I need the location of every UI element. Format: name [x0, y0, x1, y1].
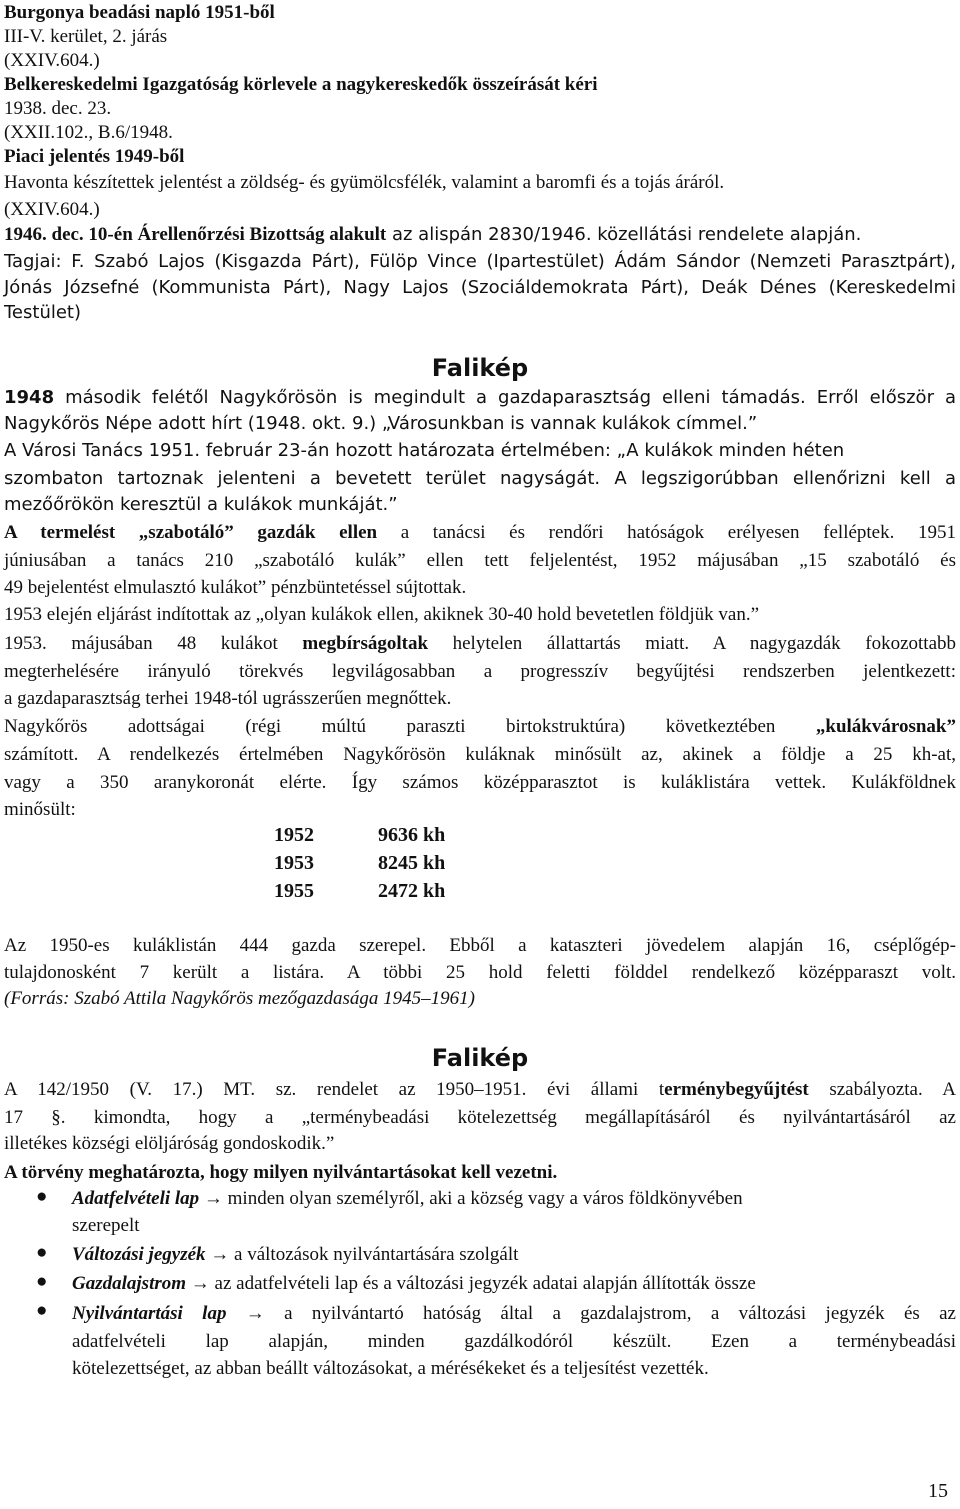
list-item — [72, 1271, 756, 1297]
s2-p1-text2: szabályozta. A — [808, 1079, 956, 1100]
bullet-dot: ● — [36, 1242, 48, 1263]
arrow-icon: → — [203, 1188, 223, 1209]
table-row — [274, 852, 445, 880]
s1-p1-line2: Nagykőrös Népe adott hírt (1948. okt. 9.) „Városunkban is vannak kulákok címmel.” — [4, 413, 758, 434]
committee-basis: az alispán 2830/1946. közellátási rendelete alapján. — [386, 224, 862, 245]
s1-p7-line2: tulajdonosként 7 került a listára. A többi 25 hold feletti földdel rendelkező középparaszt volt. — [4, 962, 956, 983]
table-row — [274, 880, 445, 908]
list-item — [72, 1300, 956, 1327]
s1-p5-line1 — [4, 630, 956, 657]
table-year: 1952 — [274, 824, 314, 846]
list-text: minden olyan személyről, aki a község vagy a város földkönyvében — [222, 1188, 743, 1209]
bullet-dot: ● — [36, 1271, 48, 1292]
s1-p6-text: Nagykőrös adottságai (régi múltú paraszti birtokstruktúra) következtében — [4, 716, 816, 737]
s2-p1-line2: 17 §. kimondta, hogy a „terménybeadási kötelezettség megállapításáról és nyilvántartásáról az — [4, 1107, 956, 1128]
list-item-cont: adatfelvételi lap alapján, minden gazdálkodóról készült. Ezen a terménybeadási — [72, 1331, 956, 1352]
members-line-2: Jónás Józsefné (Kommunista Párt), Nagy Lajos (Szociáldemokrata Párt), Deák Dénes (Kereskedelmi — [4, 277, 956, 298]
s1-p6-line3: vagy a 350 aranykoronát elérte. Így számos középparasztot is kuláklistára vettek. Kulákföldnek — [4, 772, 956, 793]
header-line-2: III-V. kerület, 2. járás — [4, 26, 168, 47]
list-item — [72, 1186, 743, 1212]
s2-p2: A törvény meghatározta, hogy milyen nyilvántartásokat kell vezetni. — [4, 1162, 558, 1183]
s1-p3-line2: júniusában a tanács 210 „szabotáló kulák” ellen tett feljelentést, 1952 májusában „15 szabotáló és — [4, 550, 956, 571]
list-item — [72, 1242, 518, 1268]
table-value: 9636 kh — [378, 824, 446, 846]
s1-p5-bold: megbírságoltak — [302, 633, 429, 654]
list-term: Nyilvántartási lap — [72, 1303, 227, 1324]
s1-p6-line1 — [4, 713, 956, 740]
s1-p6-line4: minősült: — [4, 799, 76, 820]
s1-p2-line3: mezőőrökön keresztül a kulákok munkáját.” — [4, 494, 398, 515]
list-term: Gazdalajstrom — [72, 1273, 187, 1294]
members-line-1: Tagjai: F. Szabó Lajos (Kisgazda Párt), Fülöp Vince (Ipartestület) Ádám Sándor (Nemzeti Parasztpárt), — [4, 251, 956, 272]
arrow-icon: → — [190, 1273, 210, 1294]
section-title-2: Falikép — [431, 1044, 529, 1072]
s1-p5-line3: a gazdaparasztság terhei 1948-tól ugrásszerűen megnőttek. — [4, 688, 452, 709]
s1-p3-bold: A termelést „szabotáló” gazdák ellen — [4, 522, 378, 543]
list-text: a változások nyilvántartására szolgált — [229, 1244, 519, 1265]
list-term: Változási jegyzék — [72, 1244, 206, 1265]
s1-p6-bold: „kulákvárosnak” — [815, 716, 956, 737]
s1-p3-line3: 49 bejelentést elmulasztó kulákot” pénzbüntetéssel sújtottak. — [4, 577, 467, 598]
bullet-dot: ● — [36, 1186, 48, 1207]
header-line-9: (XXIV.604.) — [4, 199, 100, 220]
list-term: Adatfelvételi lap — [72, 1188, 200, 1209]
header-line-3: (XXIV.604.) — [4, 50, 100, 71]
s1-source: (Forrás: Szabó Attila Nagykőrös mezőgazdasága 1945–1961) — [4, 988, 475, 1009]
s2-p1-line1 — [4, 1076, 956, 1103]
header-line-10 — [4, 222, 861, 248]
bullet-dot: ● — [36, 1300, 48, 1321]
table-row — [274, 824, 445, 852]
header-line-4: Belkereskedelmi Igazgatóság körlevele a nagykereskedők összeírását kéri — [4, 74, 598, 95]
year-bold: 1948 — [4, 387, 55, 408]
s1-p3-text: a tanácsi és rendőri hatóságok erélyesen felléptek. 1951 — [377, 522, 956, 543]
table-value: 8245 kh — [378, 852, 446, 874]
s1-p1-text: második felétől Nagykőrösön is megindult a gazdaparasztság elleni támadás. Erről először a — [54, 387, 956, 408]
s1-p2-line1: A Városi Tanács 1951. február 23-án hozott határozata értelmében: „A kulákok minden héten — [4, 440, 845, 461]
s2-p1-bold: erménybegyűjtést — [664, 1079, 809, 1100]
header-line-8: Havonta készítettek jelentést a zöldség- és gyümölcsfélék, valamint a baromfi és a tojás áráról. — [4, 172, 725, 193]
s1-p7-line1: Az 1950-es kuláklistán 444 gazda szerepel. Ebből a kataszteri jövedelem alapján 16, cséplőgép- — [4, 935, 956, 956]
s1-p2-line2: szombaton tartoznak jelenteni a bevetett terület nagyságát. A legszigorúbban ellenőrizni kell a — [4, 468, 956, 489]
s1-p5-text2: helytelen állattartás miatt. A nagygazdák fokozottabb — [428, 633, 957, 654]
header-line-1: Burgonya beadási napló 1951-ből — [4, 2, 275, 23]
s2-p1-text1: A 142/1950 (V. 17.) MT. sz. rendelet az 1950–1951. évi állami t — [4, 1079, 665, 1100]
s1-p5-line2: megterhelésére irányuló törekvés legvilágosabban a progresszív begyűjtési rendszerben jelentkezett: — [4, 661, 956, 682]
section-title-1: Falikép — [431, 354, 529, 382]
s1-p1-line1 — [4, 384, 956, 411]
s1-p5-text1: 1953. májusában 48 kulákot — [4, 633, 303, 654]
list-text: az adatfelvételi lap és a változási jegyzék adatai alapján állították össze — [209, 1273, 756, 1294]
s2-p1-line3: illetékes községi elöljáróság gondoskodik.” — [4, 1133, 335, 1154]
table-year: 1953 — [274, 852, 314, 874]
s1-p3-line1 — [4, 519, 956, 546]
arrow-icon: → — [245, 1303, 265, 1324]
arrow-icon: → — [210, 1244, 230, 1265]
land-table — [274, 824, 445, 908]
members-line-3: Testület) — [4, 302, 82, 323]
list-item-cont: kötelezettséget, az abban beállt változásokat, a mérésékeket és a teljesítést vezették. — [72, 1358, 709, 1379]
list-text: a nyilvántartó hatóság által a gazdalajstrom, a változási jegyzék és az — [264, 1303, 956, 1324]
list-item-cont: szerepelt — [72, 1215, 140, 1236]
page-number: 15 — [928, 1480, 948, 1502]
header-line-5: 1938. dec. 23. — [4, 98, 112, 119]
committee-founding: 1946. dec. 10-én Árellenőrzési Bizottság alakult — [4, 224, 387, 245]
header-line-6: (XXII.102., B.6/1948. — [4, 122, 173, 143]
header-line-7: Piaci jelentés 1949-ből — [4, 146, 185, 167]
s1-p6-line2: számított. A rendelkezés értelmében Nagykőrösön kuláknak minősült az, akinek a földje a 25 kh-at, — [4, 744, 956, 765]
table-year: 1955 — [274, 880, 314, 902]
table-value: 2472 kh — [378, 880, 446, 902]
s1-p4: 1953 elején eljárást indítottak az „olyan kulákok ellen, akiknek 30-40 hold bevetetlen földjük van.” — [4, 604, 760, 625]
